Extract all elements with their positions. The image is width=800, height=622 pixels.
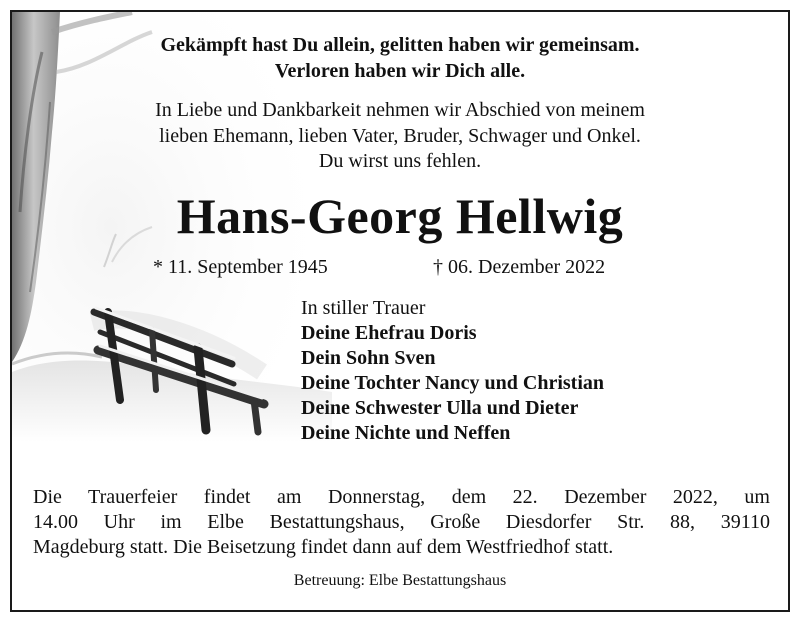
mourners-list (301, 296, 604, 446)
mourner-entry: Dein Sohn Sven (301, 347, 436, 369)
funeral-details (33, 485, 770, 560)
motto-line: Verloren haben wir Dich alle. (274, 60, 526, 82)
intro-line: In Liebe und Dankbarkeit nehmen wir Abschied von meinem (155, 99, 645, 121)
obituary-notice (10, 10, 790, 612)
mourner-entry: Deine Ehefrau Doris (301, 322, 477, 344)
birth-date: * 11. September 1945 (153, 256, 328, 278)
intro-line: lieben Ehemann, lieben Vater, Bruder, Schwager und Onkel. (159, 124, 641, 147)
motto-line: Gekämpft hast Du allein, gelitten haben wir gemeinsam. (160, 34, 640, 56)
deceased-name: Hans-Georg Hellwig (176, 188, 624, 244)
mourners-intro: In stiller Trauer (301, 297, 426, 319)
mourner-entry: Deine Schwester Ulla und Dieter (301, 397, 579, 419)
funeral-line: Magdeburg statt. Die Beisetzung findet dann auf dem Westfriedhof statt. (33, 536, 614, 558)
funeral-line: Die Trauerfeier findet am Donnerstag, dem 22. Dezember 2022, um (33, 486, 770, 508)
funeral-line: 14.00 Uhr im Elbe Bestattungshaus, Große Diesdorfer Str. 88, 39110 (33, 511, 770, 533)
mourner-entry: Deine Nichte und Neffen (301, 422, 511, 444)
death-date: † 06. Dezember 2022 (433, 256, 606, 278)
intro-text (12, 98, 788, 175)
funeral-home-credit: Betreuung: Elbe Bestattungshaus (293, 572, 507, 589)
mourner-entry: Deine Tochter Nancy und Christian (301, 372, 605, 394)
intro-line: Du wirst uns fehlen. (318, 150, 482, 172)
motto (12, 32, 788, 84)
